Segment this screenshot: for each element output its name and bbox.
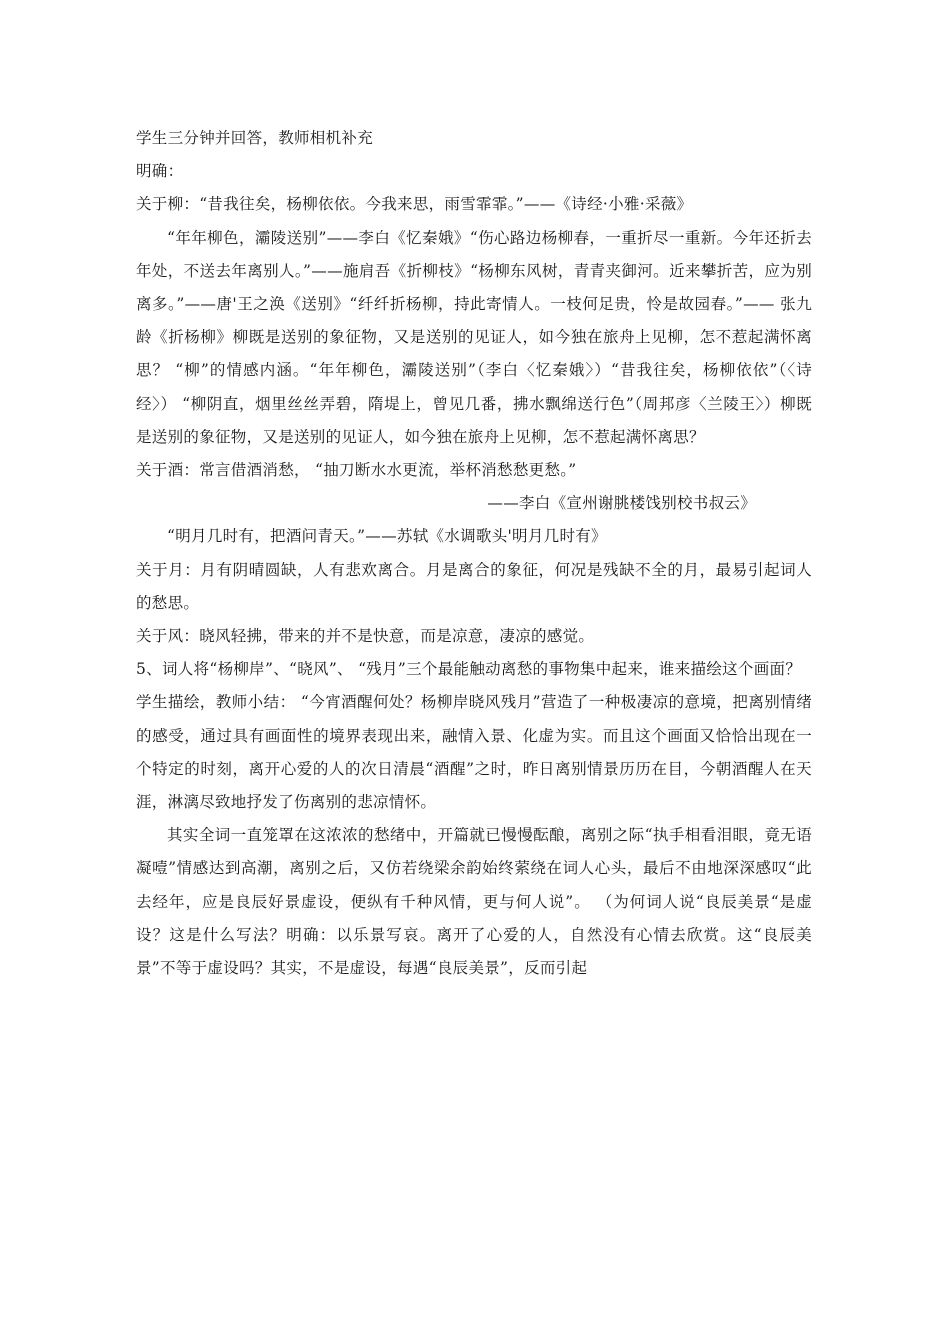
- paragraph-intro: 学生三分钟并回答，教师相机补充: [136, 129, 374, 147]
- paragraph-analysis: 其实全词一直笼罩在这浓浓的愁绪中，开篇就已慢慢酝酿，离别之际“执手相看泪眼，竟无语凝噎”情感达到高潮，离别之后，又仿若绕梁余韵始终萦绕在词人心头，最后不由地深深感叹“此去经年，应是良辰好景虚设，便纵有千种风情，更与何人说”。 （为何词人说“良辰美景“是虚设？这是什么写法？明确：以乐景写哀。离开了心爱的人，自然没有心情去欣赏。这“良辰美景”不等于虚设吗？其实，不是虚设，每遇“良辰美景”，反而引起: [136, 826, 812, 978]
- paragraph-wine-source: ——李白《宣州谢朓楼饯别校书叔云》: [487, 494, 756, 513]
- paragraph-wine: 关于酒：常言借酒消愁， “抽刀断水水更流，举杯消愁愁更愁。”: [136, 461, 577, 480]
- paragraph-clarify-label: 明确：: [136, 162, 184, 181]
- paragraph-moon-quote: “明月几时有，把酒问青天。”——苏轼《水调歌头'明月几时有》: [167, 527, 607, 546]
- paragraph-moon: 关于月：月有阴晴圆缺，人有悲欢离合。月是离合的象征，何况是残缺不全的月，最易引起词人的愁思。: [136, 560, 812, 612]
- paragraph-teacher-summary: 学生描绘，教师小结： “今宵酒醒何处？杨柳岸晓风残月”营造了一种极凄凉的意境，把离别情绪的感受，通过具有画面性的境界表现出来，融情入景、化虚为实。而且这个画面又恰恰出现在一个特定的时刻，离开心爱的人的次日清晨“酒醒”之时，昨日离别情景历历在目，今朝酒醒人在天涯，淋漓尽致地抒发了伤离别的悲凉情怀。: [136, 693, 812, 812]
- paragraph-wind: 关于风：晓风轻拂，带来的并不是快意，而是凉意，凄凉的感觉。: [136, 627, 595, 646]
- paragraph-question-5: 5、词人将“杨柳岸”、“晓风”、 “残月”三个最能触动离愁的事物集中起来，谁来描绘这个画面？: [136, 660, 802, 679]
- document-page: [136, 122, 812, 985]
- paragraph-willow-heading: 关于柳：“昔我往矣，杨柳依依。今我来思，雨雪霏霏。”——《诗经·小雅·采薇》: [136, 195, 693, 214]
- paragraph-willow-poems: “年年柳色，灞陵送别”——李白《忆秦娥》“伤心路边杨柳春，一重折尽一重新。今年还折去年处，不送去年离别人。”——施肩吾《折柳枝》“杨柳东风树，青青夹御河。近来攀折苦，应为别离多。”——唐'王之涣《送别》“纤纤折杨柳，持此寄情人。一枝何足贵，怜是故园春。”—— 张九龄《折杨柳》柳既是送别的象征物，又是送别的见证人，如今独在旅舟上见柳，怎不惹起满怀离思？ “柳”的情感内涵。“年年柳色，灞陵送别”（李白〈忆秦娥〉）“昔我往矣，杨柳依依”（〈诗经〉） “柳阴直，烟里丝丝弄碧，隋堤上，曾见几番，拂水飘绵送行色”（周邦彦〈兰陵王〉）柳既是送别的象征物，又是送别的见证人，如今独在旅舟上见柳，怎不惹起满怀离思？: [136, 228, 812, 446]
